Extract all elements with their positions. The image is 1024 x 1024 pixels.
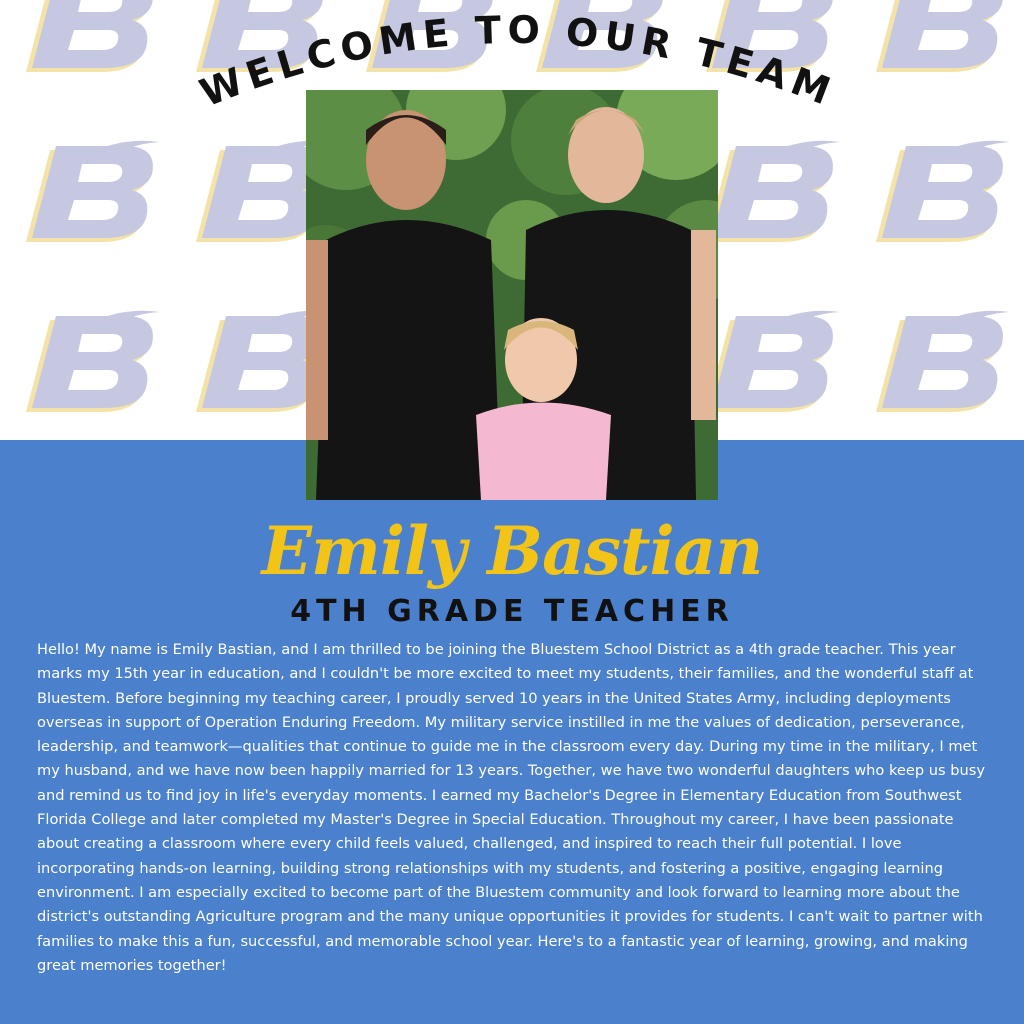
- b-logo-icon: [700, 130, 850, 250]
- b-logo-icon: [700, 300, 850, 420]
- b-logo-icon: [870, 0, 1020, 80]
- b-logo-icon: [20, 130, 170, 250]
- teacher-role: 4TH GRADE TEACHER: [290, 594, 734, 629]
- teacher-name: Emily Bastian: [261, 512, 763, 590]
- welcome-text: WELCOME TO OUR TEAM: [194, 10, 842, 116]
- teacher-bio: Hello! My name is Emily Bastian, and I am thrilled to be joining the Bluestem School District as a 4th grade teacher. This year marks my 15th year in education, and I couldn't be more excited to meet my students, their families, and the wonderful staff at Bluestem. Before beginning my teaching career, I proudly served 10 years in the United States Army, including deployments overseas in support of Operation Enduring Freedom. My military service instilled in me the values of dedication, perseverance, leadership, and teamwork—qualities that continue to guide me in the classroom every day. During my time in the military, I met my husband, and we have now been happily married for 13 years. Together, we have two wonderful daughters who keep us busy and remind us to find joy in life's everyday moments. I earned my Bachelor's Degree in Elementary Education from Southwest Florida College and later completed my Master's Degree in Special Education. Throughout my career, I have been passionate about creating a classroom where every child feels valued, challenged, and inspired to reach their full potential. I love incorporating hands-on learning, building strong relationships with my students, and fostering a positive, engaging learning environment. I am especially excited to become part of the Bluestem community and look forward to learning more about the district's outstanding Agriculture program and the many unique opportunities it provides for students. I can't wait to partner with families to make this a fun, successful, and memorable school year. Here's to a fantastic year of learning, growing, and making great memories together!: [37, 641, 986, 974]
- b-logo-icon: [870, 130, 1020, 250]
- b-logo-icon: [20, 0, 170, 80]
- b-logo-icon: [870, 300, 1020, 420]
- family-photo: [306, 90, 718, 500]
- b-logo-icon: [20, 300, 170, 420]
